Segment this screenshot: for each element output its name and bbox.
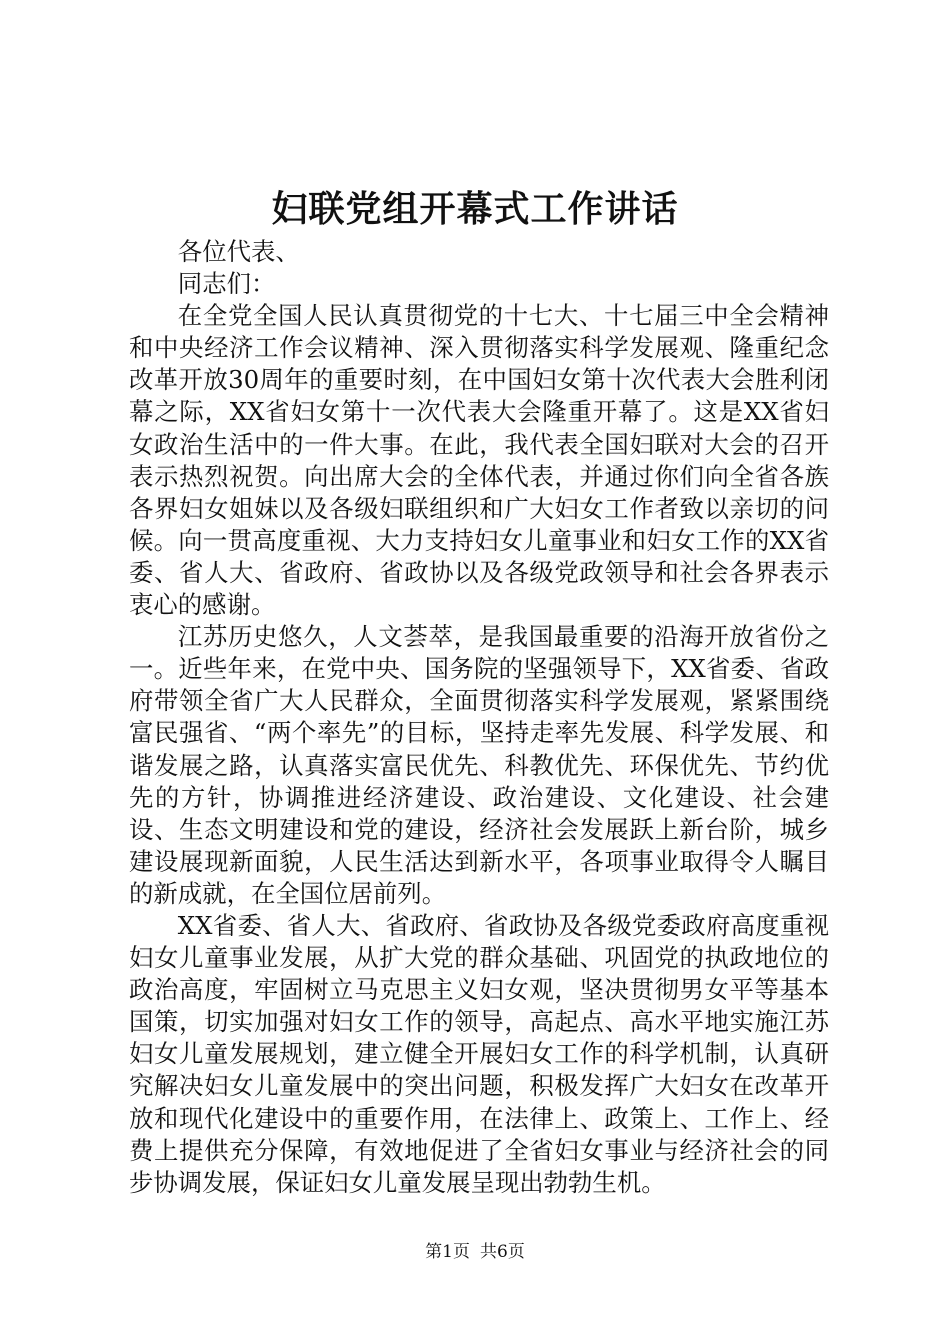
paragraph: 在全党全国人民认真贯彻党的十七大、十七届三中全会精神和中央经济工作会议精神、深入贯彻落实科学发展观、隆重纪念改革开放30周年的重要时刻，在中国妇女第十次代表大会胜利闭幕之际，XX省妇女第十一次代表大会隆重开幕了。这是XX省妇女政治生活中的一件大事。在此，我代表全国妇联对大会的召开表示热烈祝贺。向出席大会的全体代表，并通过你们向全省各族各界妇女姐妹以及各级妇联组织和广大妇女工作者致以亲切的问候。向一贯高度重视、大力支持妇女儿童事业和妇女工作的XX省委、省人大、省政府、省政协以及各级党政领导和社会各界表示衷心的感谢。 — [129, 301, 829, 620]
page-footer — [0, 1240, 950, 1264]
page-total: 共6页 — [480, 1242, 525, 1262]
document-title: 妇联党组开幕式工作讲话 — [271, 188, 679, 230]
paragraph: 江苏历史悠久，人文荟萃，是我国最重要的沿海开放省份之一。近些年来，在党中央、国务院的坚强领导下，XX省委、省政府带领全省广大人民群众，全面贯彻落实科学发展观，紧紧围绕富民强省、“两个率先”的目标，坚持走率先发展、科学发展、和谐发展之路，认真落实富民优先、科教优先、环保优先、节约优先的方针，协调推进经济建设、政治建设、文化建设、社会建设、生态文明建设和党的建设，经济社会发展跃上新台阶，城乡建设展现新面貌，人民生活达到新水平，各项事业取得令人瞩目的新成就，在全国位居前列。 — [129, 622, 829, 908]
page-number: 第1页 — [425, 1242, 470, 1262]
paragraph: XX省委、省人大、省政府、省政协及各级党委政府高度重视妇女儿童事业发展，从扩大党的群众基础、巩固党的执政地位的政治高度，牢固树立马克思主义妇女观，坚决贯彻男女平等基本国策，切实加强对妇女工作的领导，高起点、高水平地实施江苏妇女儿童发展规划，建立健全开展妇女工作的科学机制，认真研究解决妇女儿童发展中的突出问题，积极发挥广大妇女在改革开放和现代化建设中的重要作用，在法律上、政策上、工作上、经费上提供充分保障，有效地促进了全省妇女事业与经济社会的同步协调发展，保证妇女儿童发展呈现出勃勃生机。 — [129, 910, 829, 1197]
document-body — [129, 236, 829, 1199]
salutation-line-1: 各位代表、 — [177, 237, 300, 266]
salutation-line-2: 同志们： — [177, 269, 276, 299]
